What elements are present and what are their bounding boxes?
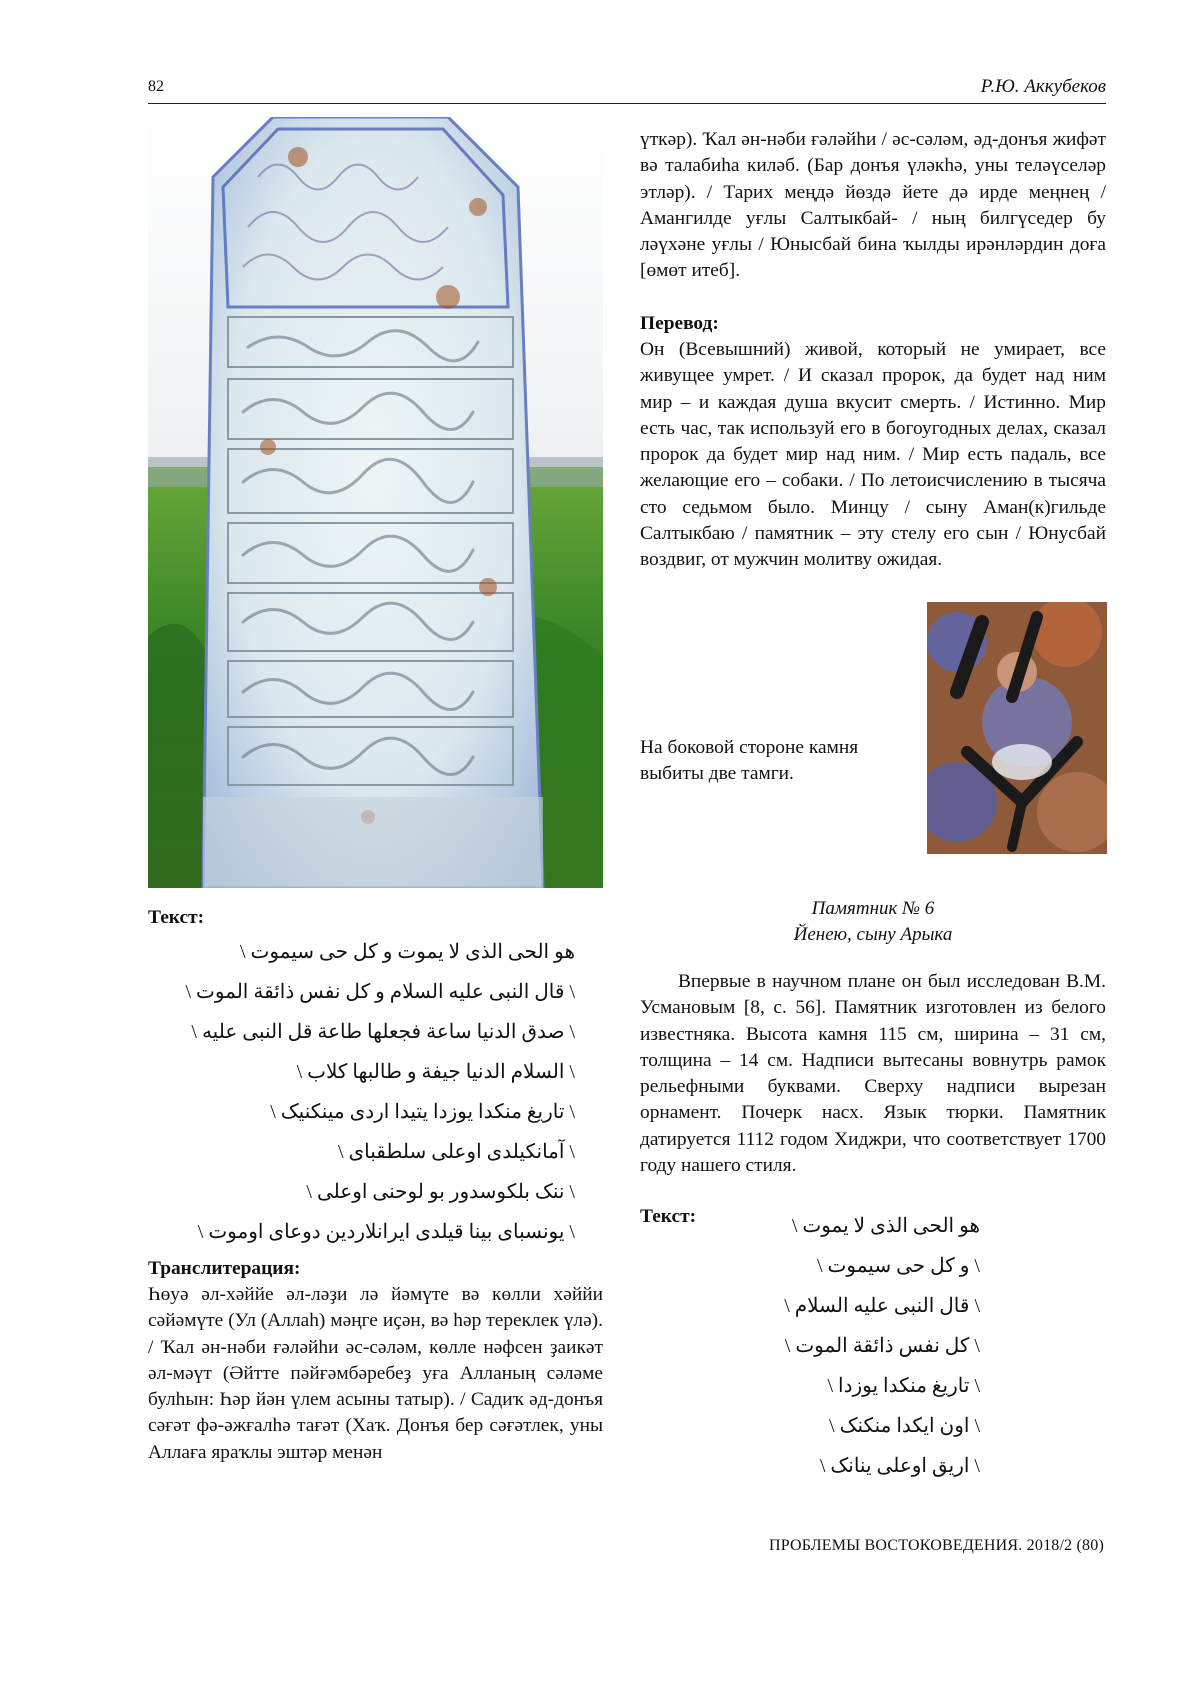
- arabic-line: هو الحی الذی لا یموت \: [791, 1215, 980, 1237]
- left-text-heading: Текст:: [148, 907, 205, 928]
- tamga-note-text: На боковой стороне камня выбиты две тамги.: [640, 737, 859, 785]
- tamga-photo: [927, 602, 1107, 854]
- translit-heading: Транслитерация:: [148, 1258, 301, 1279]
- arabic-line: \ صدق الدنیا ساعة فجعلها طاعة قل النبی علیه \: [191, 1021, 575, 1043]
- running-head-author: Р.Ю. Аккубеков: [980, 76, 1106, 97]
- tamga-illustration: [927, 602, 1107, 854]
- caption-subtitle: Йенею, сыну Арыка: [793, 924, 953, 945]
- arabic-line: \ آمانکیلدی اوعلی سلطقبای \: [337, 1141, 575, 1163]
- caption-title: Памятник № 6: [811, 898, 935, 919]
- page-number: 82: [148, 78, 164, 95]
- translation-heading: Перевод:: [640, 313, 719, 334]
- gravestone-illustration: [148, 117, 603, 888]
- journal-footer: ПРОБЛЕМЫ ВОСТОКОВЕДЕНИЯ. 2018/2 (80): [768, 1537, 1104, 1554]
- description-text: Впервые в научном плане он был исследован В.М. Усмановым [8, с. 56]. Памятник изготовлен из белого известняка. Высота камня 115 см, ширина – 31 см, толщина – 14 см. Надписи вытесаны вовнутрь рамок рельефными буквами. Сверху надписи вырезан орнамент. Почерк насх. Язык тюрки. Памятник датируется 1112 годом Хиджри, что соответствует 1700 году нашего стиля.: [640, 971, 1106, 1177]
- tamga-note: [640, 735, 905, 788]
- arabic-line: \ تاریغ منکدا یوزدا \: [827, 1375, 980, 1397]
- arabic-line: \ قال النبی علیه السلام \: [784, 1295, 980, 1317]
- translit-paragraph: [148, 1282, 603, 1466]
- right-continuation: [640, 127, 1106, 285]
- header-rule: [148, 103, 1106, 104]
- arabic-line: \ قال النبی علیه السلام و کل نفس ذائقة الموت \: [185, 981, 575, 1003]
- translation-text: Он (Всевышний) живой, который не умирает, все живущее умрет. / И сказал пророк, да будет над ним мир – и каждая душа вкусит смерть. / Истинно. Мир есть час, так используй его в богоугодных делах, сказал пророк да будет мир над ним. / Мир есть падаль, все желающие его – собаки. / По летоисчислению в тысяча сто седьмом было. Минцу / сыну Аман(к)гильде Салтыкбаю / памятник – эту стелу его сын / Юнусбай воздвиг, от мужчин молитву ожидая.: [640, 339, 1106, 571]
- arabic-line: \ اون ایکدا منکنک \: [829, 1415, 980, 1437]
- left-arabic-text: [185, 932, 575, 1252]
- arabic-line: \ السلام الدنیا جیفة و طالبها کلاب \: [296, 1061, 575, 1083]
- gravestone-photo: [148, 117, 603, 888]
- arabic-line: \ یونسبای بینا قیلدی ایرانلاردین دوعای اوموت \: [197, 1221, 575, 1243]
- arabic-line: \ ننک بلکوسدور بو لوحنی اوعلی \: [306, 1181, 575, 1203]
- arabic-line: \ کل نفس ذائقة الموت \: [784, 1335, 980, 1357]
- right-text-heading: Текст:: [640, 1206, 697, 1227]
- continuation-text: үткәр). Ҡал ән-нәби ғәләйһи / әс-сәләм, әд-донъя жифәт вә талабиһа киләб. (Бар донъя үләкһә, уны теләүселәр этләр). / Тарих меңдә йөздә йете дә ирде меңнең / Амангилде уғлы Салтыкбай- / ның билгүседер бу ләүхәне уғлы / Юнысбай бина ҡылды ирәнләрдин доға [өмөт итеб].: [640, 129, 1106, 282]
- arabic-line: \ و کل حی سیموت \: [817, 1255, 980, 1277]
- translation-paragraph: [640, 337, 1106, 574]
- monument-caption: [640, 896, 1106, 948]
- arabic-line: \ تاریغ منکدا یوزدا یتیدا اردی مینکنیک \: [270, 1101, 575, 1123]
- arabic-line: هو الحی الذی لا یموت و کل حی سیموت \: [239, 941, 575, 963]
- description-paragraph: [640, 969, 1106, 1179]
- arabic-line: \ اریق اوعلی ینانک \: [819, 1455, 980, 1477]
- right-arabic-text: [760, 1206, 980, 1486]
- translit-text: Һөуә әл-хәййе әл-ләҙи лә йәмүте вә көлли хәййи сәйәмүте (Ул (Аллаһ) мәңге иҫән, вә һәр тереклек үлә). / Ҡал ән-нәби ғәләйһи әс-сәләм, көлле нәфсен ҙаикәт әл-мәүт (Әйтте пәйғәмбәребеҙ уға Алланың сәләме булһын: Һәр йән үлем асыны татыр). / Садиҡ әд-донъя сәғәт фә-әжғалһә тағәт (Хаҡ. Донъя бер сәғәтлек, уны Аллаға яраҡлы эштәр менән: [148, 1284, 603, 1463]
